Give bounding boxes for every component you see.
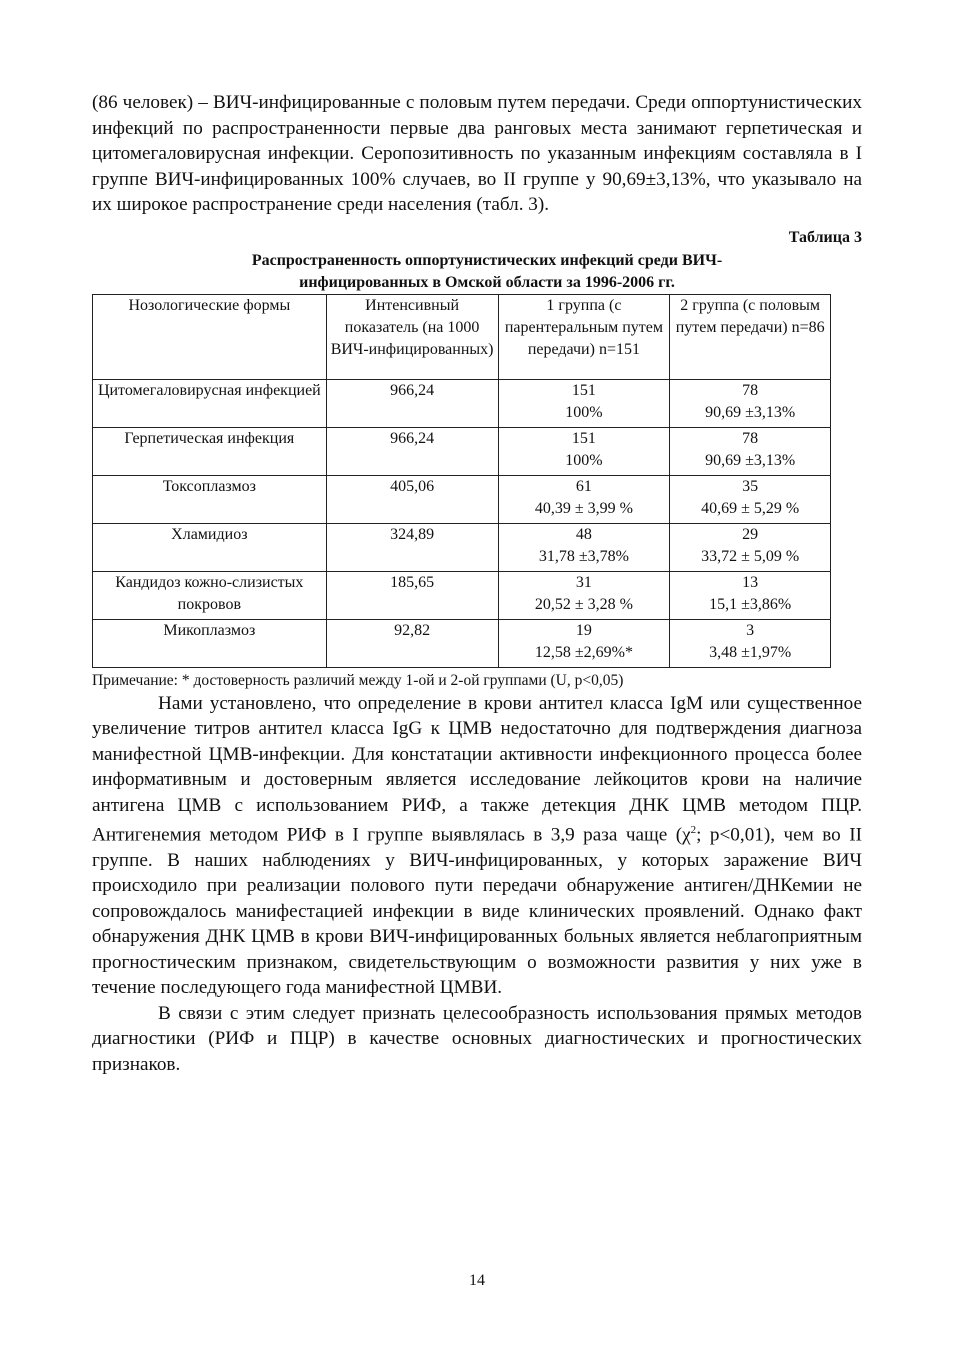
cell-group1-percent: 100%: [565, 403, 603, 421]
cell-group2-count: 3: [746, 621, 755, 639]
cell-group2-percent: 3,48 ±1,97%: [709, 643, 792, 661]
cell-form: Цитомегаловирусная инфекцией: [93, 379, 327, 427]
page-number: 14: [469, 1272, 485, 1289]
table-label: Таблица 3: [788, 228, 862, 246]
cell-index: 966,24: [326, 427, 498, 475]
paragraph-conclusion: В связи с этим следует признать целесообразность использования прямых методов диагностики (РИФ и ПЦР) в качестве основных диагностических и прогностических признаков.: [92, 1002, 862, 1075]
cell-group1-count: 31: [575, 573, 592, 591]
cell-form: Микоплазмоз: [93, 619, 327, 667]
chi-square-superscript: 2: [690, 824, 697, 836]
header-cell-group2: 2 группа (с половым путем передачи) n=86: [670, 294, 831, 379]
cell-form: Хламидиоз: [93, 523, 327, 571]
table-row: [93, 475, 831, 523]
paragraph-findings: [92, 691, 862, 1001]
cell-group2-count: 13: [742, 573, 759, 591]
table-row: [93, 619, 831, 667]
cell-group2-percent: 90,69 ±3,13%: [705, 451, 796, 469]
cell-group2-percent: 15,1 ±3,86%: [709, 595, 792, 613]
cell-group1-percent: 31,78 ±3,78%: [538, 547, 629, 565]
cell-group1: [498, 475, 670, 523]
cell-group1-percent: 40,39 ± 3,99 %: [534, 499, 633, 517]
cell-group2-percent: 40,69 ± 5,29 %: [701, 499, 800, 517]
cell-group1: [498, 379, 670, 427]
cell-group1: [498, 523, 670, 571]
cell-group1-percent: 20,52 ± 3,28 %: [534, 595, 633, 613]
cell-group1-count: 48: [575, 525, 592, 543]
paragraph-intro: (86 человек) – ВИЧ-инфицированные с половым путем передачи. Среди оппортунистических инфекций по распространенности первые два ранговых места занимают герпетическая и цитомегаловирусная инфекции. Серопозитивность по указанным инфекциям составляла в I группе ВИЧ-инфицированных 100% случаев, во II группе у 90,69±3,13%, что указывало на их широкое распространение среди населения (табл. 3).: [92, 92, 862, 215]
cell-index: 405,06: [326, 475, 498, 523]
cell-group1-count: 151: [571, 381, 596, 399]
cell-group2-count: 78: [742, 381, 759, 399]
cell-group2-count: 29: [742, 525, 759, 543]
cell-group2-count: 78: [742, 429, 759, 447]
page-content: [92, 90, 862, 1077]
cell-form: Токсоплазмоз: [93, 475, 327, 523]
cell-group2: [670, 619, 831, 667]
header-cell-group1: 1 группа (с парентеральным путем передачи) n=151: [498, 294, 670, 379]
cell-group2: [670, 523, 831, 571]
paragraph-findings-part1: Нами установлено, что определение в крови антител класса IgM или существенное увеличение титров антител класса IgG к ЦМВ недостаточно для подтверждения диагноза манифестной ЦМВ-инфекции. Для констатации активности инфекционного процесса более информативным и достоверным является исследование лейкоцитов крови на наличие антигена ЦМВ с использованием РИФ, а также детекция ДНК ЦМВ методом ПЦР. Антигенемия методом РИФ в I группе выявлялась в 3,9 раза чаще (χ: [92, 692, 862, 846]
cell-group2-count: 35: [742, 477, 759, 495]
cell-group1-percent: 12,58 ±2,69%*: [534, 643, 633, 661]
cell-index: 966,24: [326, 379, 498, 427]
cell-group2: [670, 427, 831, 475]
table-note: Примечание: * достоверность различий между 1-ой и 2-ой группами (U, p<0,05): [92, 671, 624, 689]
cell-group2-percent: 90,69 ±3,13%: [705, 403, 796, 421]
cell-index: 185,65: [326, 571, 498, 619]
cell-group2: [670, 475, 831, 523]
header-cell-index: Интенсивный показатель (на 1000 ВИЧ-инфицированных): [326, 294, 498, 379]
table-row: [93, 379, 831, 427]
cell-group1: [498, 427, 670, 475]
table-header-row: [93, 294, 831, 379]
cell-group1-count: 19: [575, 621, 592, 639]
table-row: [93, 523, 831, 571]
data-table: [92, 294, 831, 668]
cell-group2-percent: 33,72 ± 5,09 %: [701, 547, 800, 565]
cell-index: 324,89: [326, 523, 498, 571]
cell-group1-count: 151: [571, 429, 596, 447]
table-title: Распространенность оппортунистических инфекций среди ВИЧ-инфицированных в Омской области за 1996-2006 гг.: [251, 251, 723, 291]
cell-index: 92,82: [326, 619, 498, 667]
cell-group1: [498, 619, 670, 667]
table-row: [93, 571, 831, 619]
cell-group1: [498, 571, 670, 619]
header-cell-forms: Нозологические формы: [93, 294, 327, 379]
cell-group2: [670, 379, 831, 427]
cell-form: Кандидоз кожно-слизистых покровов: [93, 571, 327, 619]
cell-group1-count: 61: [575, 477, 592, 495]
cell-group1-percent: 100%: [565, 451, 603, 469]
cell-group2: [670, 571, 831, 619]
paragraph-findings-part2: ; p<0,01), чем во II группе. В наших наблюдениях у ВИЧ-инфицированных, у которых заражение ВИЧ происходило при реализации полового пути передачи обнаружение антиген/ДНКемии не сопровождалось манифестацией инфекции в виде клинических проявлений. Однако факт обнаружения ДНК ЦМВ в крови ВИЧ-инфицированных больных является неблагоприятным прогностическим признаком, свидетельствующим о возможности развития у них уже в течение последующего года манифестной ЦМВИ.: [92, 824, 862, 999]
table-row: [93, 427, 831, 475]
cell-form: Герпетическая инфекция: [93, 427, 327, 475]
